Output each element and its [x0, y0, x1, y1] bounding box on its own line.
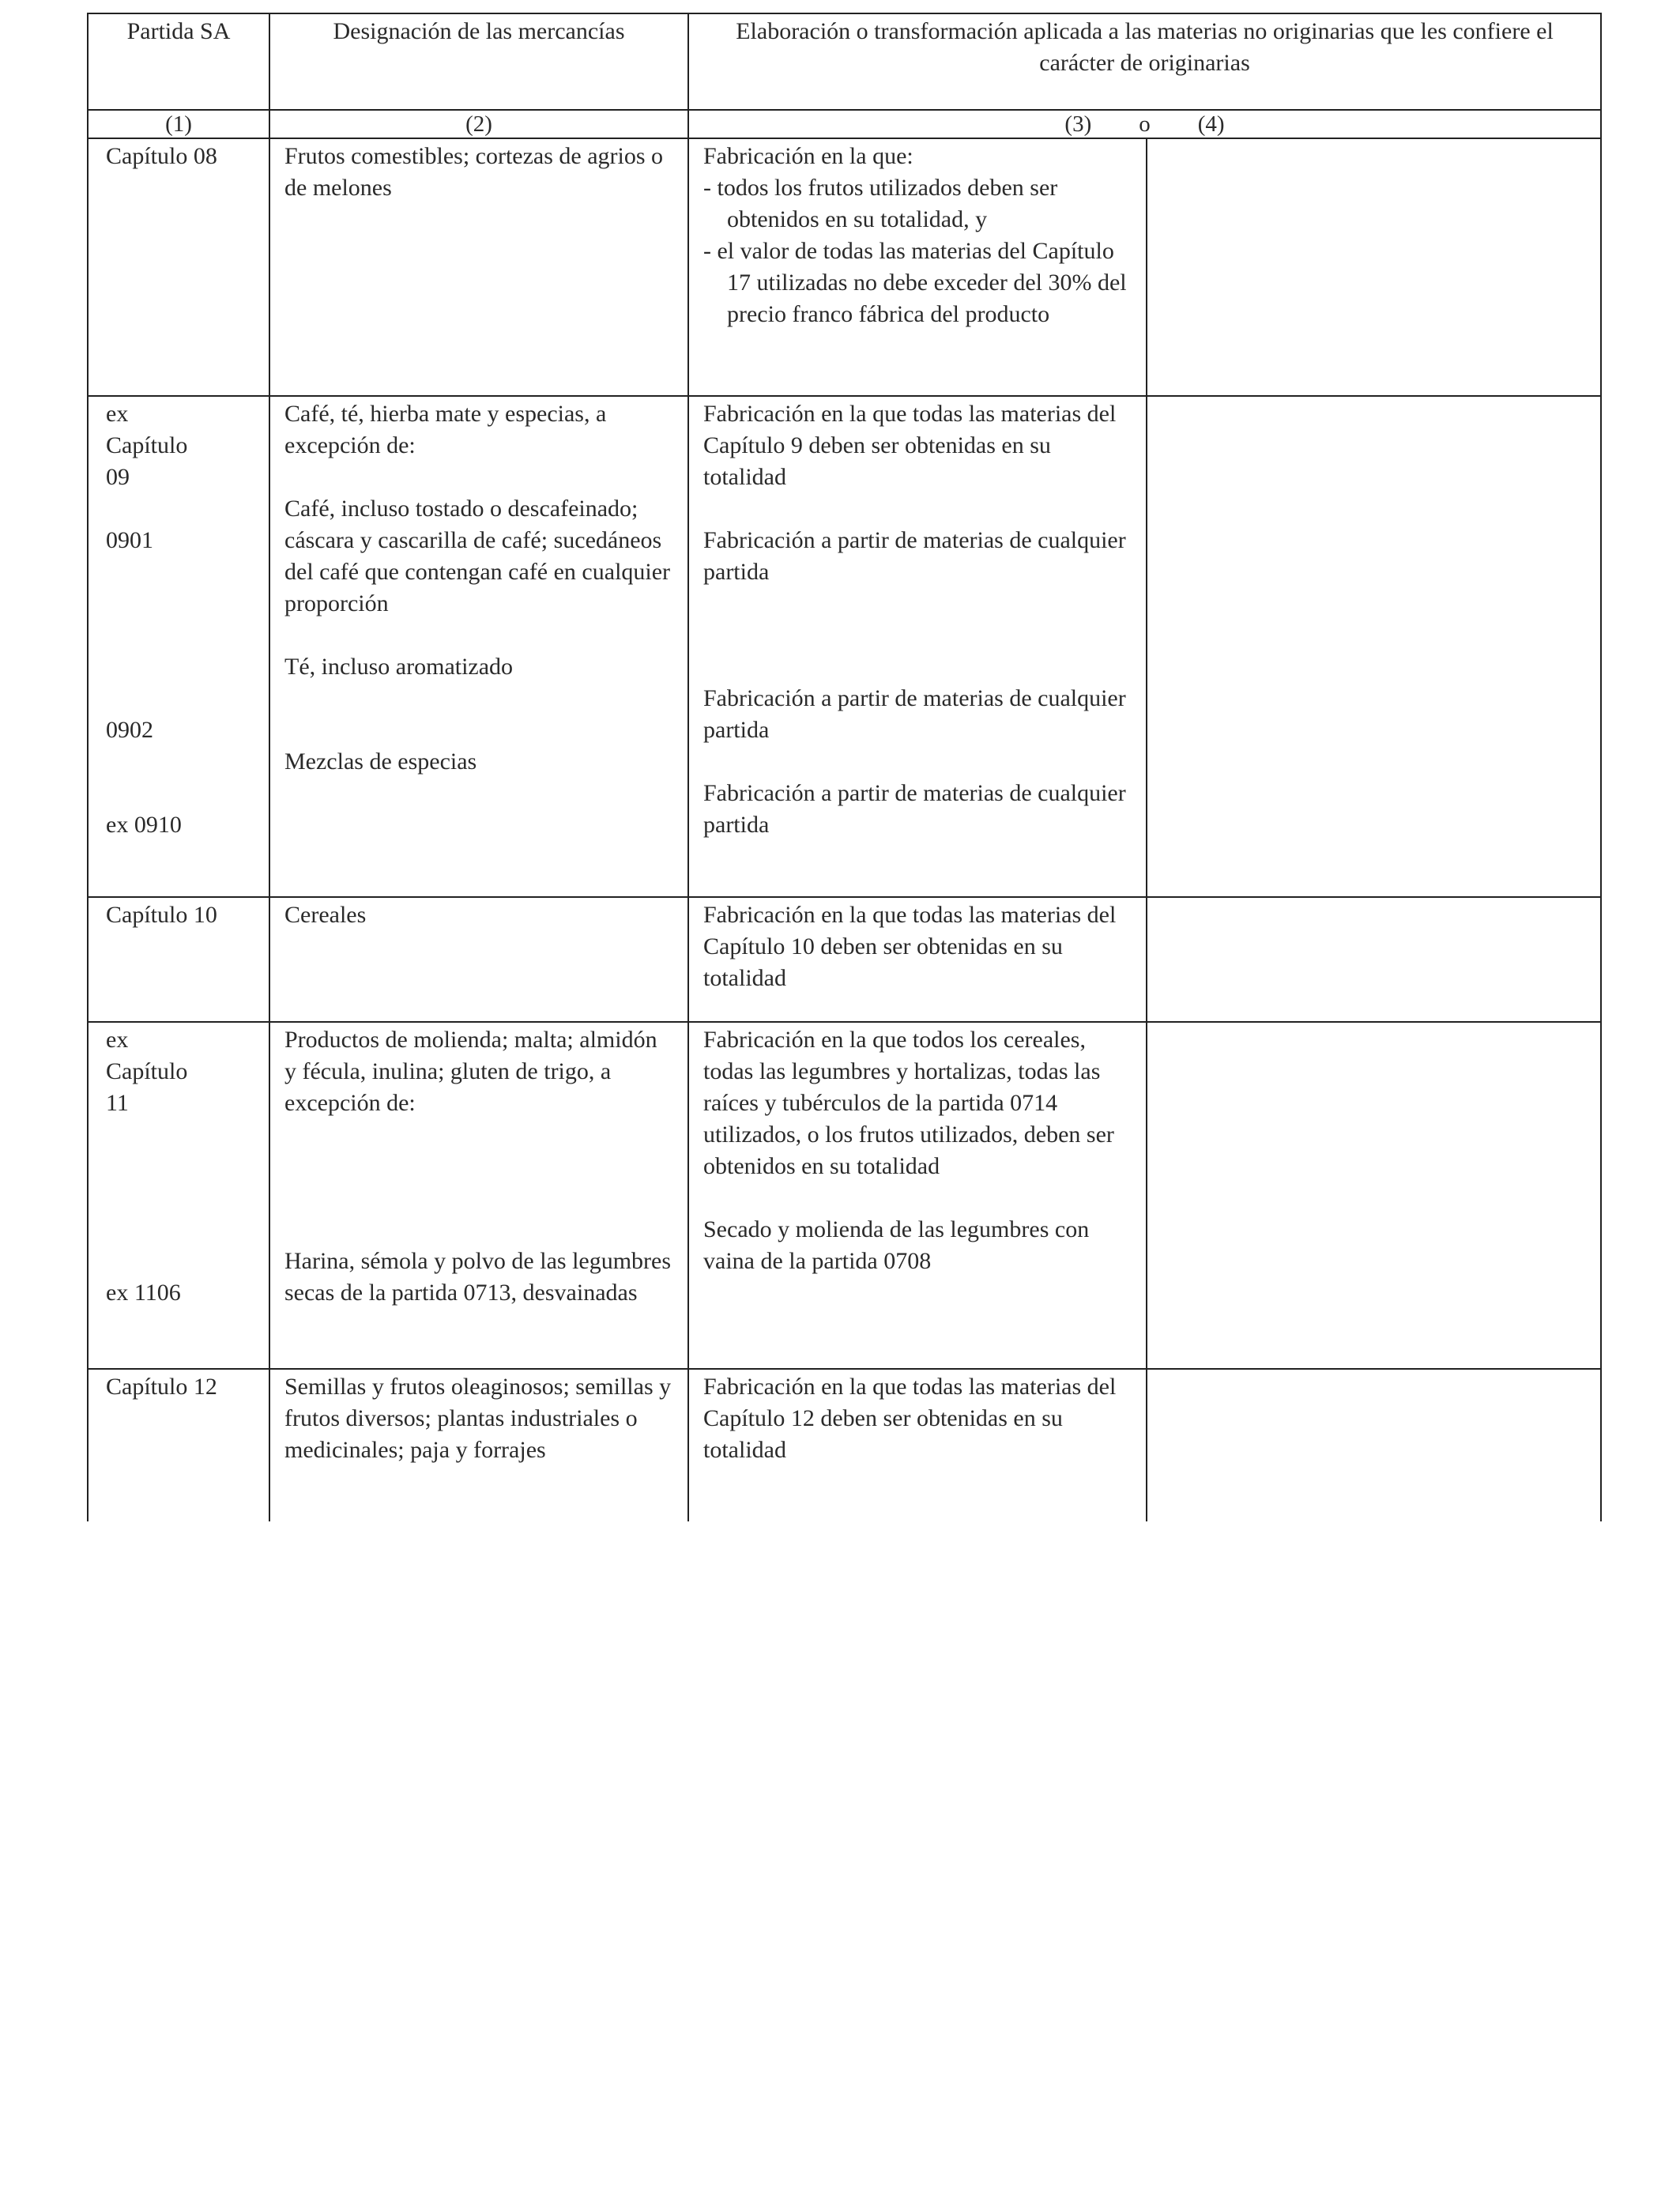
column-number-4: (4) [1197, 111, 1225, 137]
designation-text: Café, té, hierba mate y especias, a excepción de: [284, 401, 607, 458]
code-text: ex Capítulo 11 [106, 1027, 188, 1116]
rule-intro-text: Fabricación en la que: [703, 143, 913, 169]
designation-text: Mezclas de especias [284, 748, 477, 775]
rule-text: Fabricación en la que todas las materias del Capítulo 9 deben ser obtenidas en su totalidad [703, 401, 1117, 490]
rule-text: Fabricación a partir de materias de cualquier partida [703, 780, 1126, 838]
cell-rule [688, 1022, 1147, 1369]
code-text: ex Capítulo 09 [106, 401, 188, 490]
rule-text: Secado y molienda de las legumbres con vaina de la partida 0708 [703, 1216, 1090, 1274]
rule-text: Fabricación a partir de materias de cualquier partida [703, 527, 1126, 585]
table-row [88, 1369, 1601, 1521]
cell-designation [269, 897, 688, 1022]
rule-text: Fabricación en la que todas las materias del Capítulo 12 deben ser obtenidas en su totalidad [703, 1374, 1117, 1463]
cell-code [88, 1022, 269, 1369]
cell-rule [688, 396, 1147, 897]
header-partida-sa: Partida SA [88, 13, 269, 110]
cell-code [88, 138, 269, 396]
numbering-row [88, 110, 1601, 138]
cell-rule [688, 897, 1147, 1022]
rule-item: - todos los frutos utilizados deben ser obtenidos en su totalidad, y [703, 175, 1058, 232]
cell-alternative-rule [1147, 396, 1601, 897]
rule-text: Fabricación en la que todos los cereales, todas las legumbres y hortalizas, todas las raíces y tubérculos de la partida 0714 utilizados, o los frutos utilizados, deben ser obtenidos en su totalidad [703, 1027, 1114, 1179]
header-row [88, 13, 1601, 110]
cell-alternative-rule [1147, 138, 1601, 396]
cell-code [88, 396, 269, 897]
designation-text: Té, incluso aromatizado [284, 654, 514, 680]
cell-designation [269, 396, 688, 897]
code-text: ex 1106 [106, 1280, 181, 1306]
header-elaboracion: Elaboración o transformación aplicada a las materias no originarias que les confiere el carácter de originarias [688, 13, 1601, 110]
cell-rule [688, 138, 1147, 396]
code-text: 0901 [106, 527, 153, 553]
table-row [88, 138, 1601, 396]
cell-designation [269, 1022, 688, 1369]
rule-text: Fabricación a partir de materias de cualquier partida [703, 685, 1126, 743]
rule-text: Fabricación en la que todas las materias del Capítulo 10 deben ser obtenidas en su totalidad [703, 902, 1117, 991]
cell-designation [269, 1369, 688, 1521]
cell-designation [269, 138, 688, 396]
designation-text: Harina, sémola y polvo de las legumbres secas de la partida 0713, desvainadas [284, 1248, 672, 1306]
column-number-1: (1) [88, 110, 269, 138]
cell-code [88, 1369, 269, 1521]
code-text: Capítulo 12 [106, 1374, 217, 1400]
cell-alternative-rule [1147, 1022, 1601, 1369]
designation-text: Semillas y frutos oleaginosos; semillas y frutos diversos; plantas industriales o medicinales; paja y forrajes [284, 1374, 672, 1463]
rules-of-origin-table [87, 13, 1602, 1521]
column-number-3-or-4 [688, 110, 1601, 138]
code-text: Capítulo 10 [106, 902, 217, 928]
column-number-3: (3) [1064, 111, 1092, 137]
designation-text: Productos de molienda; malta; almidón y fécula, inulina; gluten de trigo, a excepción de: [284, 1027, 657, 1116]
column-number-or: o [1139, 111, 1151, 137]
code-text: 0902 [106, 717, 153, 743]
cell-code [88, 897, 269, 1022]
table-row [88, 1022, 1601, 1369]
cell-alternative-rule [1147, 1369, 1601, 1521]
designation-text: Café, incluso tostado o descafeinado; cáscara y cascarilla de café; sucedáneos del café que contengan café en cualquier proporción [284, 496, 671, 616]
table-row [88, 897, 1601, 1022]
table-row [88, 396, 1601, 897]
rule-item: - el valor de todas las materias del Capítulo 17 utilizadas no debe exceder del 30% del precio franco fábrica del producto [703, 238, 1127, 327]
code-text: ex 0910 [106, 812, 182, 838]
header-designacion: Designación de las mercancías [269, 13, 688, 110]
code-text: Capítulo 08 [106, 143, 217, 169]
cell-rule [688, 1369, 1147, 1521]
cell-alternative-rule [1147, 897, 1601, 1022]
designation-text: Cereales [284, 902, 367, 928]
rules-of-origin-table-container [87, 13, 1600, 1521]
column-number-2: (2) [269, 110, 688, 138]
designation-text: Frutos comestibles; cortezas de agrios o de melones [284, 143, 664, 201]
